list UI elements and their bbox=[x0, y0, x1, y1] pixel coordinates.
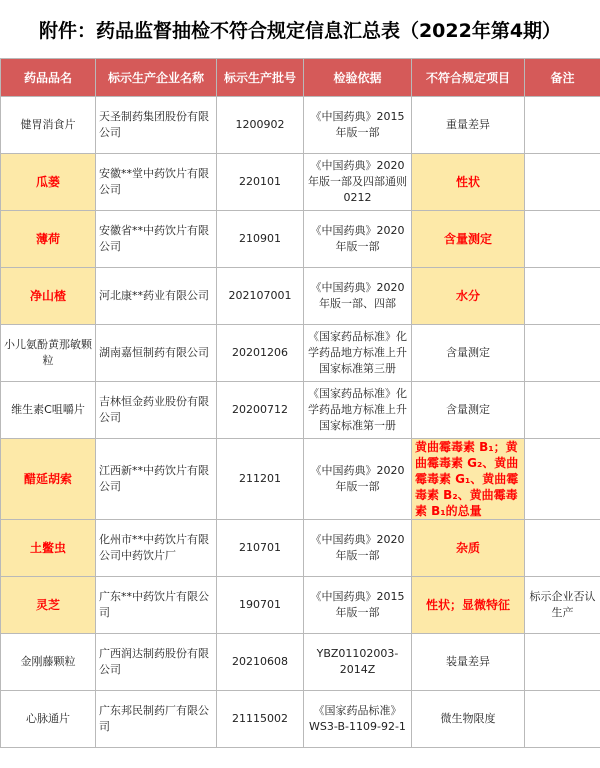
cell-company: 广东邦民制药厂有限公司 bbox=[96, 691, 217, 748]
cell-note bbox=[525, 634, 600, 691]
cell-drug-name: 心脉通片 bbox=[1, 691, 96, 748]
cell-company: 安徽省**中药饮片有限公司 bbox=[96, 211, 217, 268]
cell-company: 河北康**药业有限公司 bbox=[96, 268, 217, 325]
cell-batch: 21115002 bbox=[217, 691, 304, 748]
cell-company: 天圣制药集团股份有限公司 bbox=[96, 97, 217, 154]
cell-item: 黄曲霉毒素 B₁；黄曲霉毒素 G₂、黄曲霉毒素 G₁、黄曲霉毒素 B₂、黄曲霉毒素 B₁的总量 bbox=[412, 439, 525, 520]
cell-company: 湖南嘉恒制药有限公司 bbox=[96, 325, 217, 382]
cell-item: 微生物限度 bbox=[412, 691, 525, 748]
cell-item: 含量测定 bbox=[412, 382, 525, 439]
cell-basis: 《中国药典》2020年版一部 bbox=[304, 520, 412, 577]
cell-basis: 《中国药典》2015年版一部 bbox=[304, 97, 412, 154]
cell-drug-name: 瓜蒌 bbox=[1, 154, 96, 211]
cell-drug-name: 小儿氨酚黄那敏颗粒 bbox=[1, 325, 96, 382]
table-row bbox=[1, 691, 600, 748]
cell-note bbox=[525, 520, 600, 577]
table-row bbox=[1, 634, 600, 691]
cell-company: 安徽**堂中药饮片有限公司 bbox=[96, 154, 217, 211]
cell-company: 广东**中药饮片有限公司 bbox=[96, 577, 217, 634]
cell-note bbox=[525, 211, 600, 268]
cell-item: 水分 bbox=[412, 268, 525, 325]
noncompliance-table bbox=[0, 58, 600, 748]
cell-company: 江西新**中药饮片有限公司 bbox=[96, 439, 217, 520]
header-company: 标示生产企业名称 bbox=[96, 59, 217, 97]
header-batch: 标示生产批号 bbox=[217, 59, 304, 97]
cell-item: 重量差异 bbox=[412, 97, 525, 154]
table-row bbox=[1, 577, 600, 634]
table-header-row bbox=[1, 59, 600, 97]
cell-company: 吉林恒金药业股份有限公司 bbox=[96, 382, 217, 439]
header-note: 备注 bbox=[525, 59, 600, 97]
cell-basis: 《中国药典》2020年版一部、四部 bbox=[304, 268, 412, 325]
cell-note bbox=[525, 382, 600, 439]
cell-drug-name: 净山楂 bbox=[1, 268, 96, 325]
cell-drug-name: 土鳖虫 bbox=[1, 520, 96, 577]
cell-note bbox=[525, 439, 600, 520]
cell-note bbox=[525, 154, 600, 211]
cell-batch: 190701 bbox=[217, 577, 304, 634]
cell-note: 标示企业否认生产 bbox=[525, 577, 600, 634]
cell-batch: 20200712 bbox=[217, 382, 304, 439]
cell-basis: 《中国药典》2015年版一部 bbox=[304, 577, 412, 634]
cell-drug-name: 健胃消食片 bbox=[1, 97, 96, 154]
cell-batch: 20201206 bbox=[217, 325, 304, 382]
cell-note bbox=[525, 97, 600, 154]
table-row bbox=[1, 520, 600, 577]
cell-company: 化州市**中药饮片有限公司中药饮片厂 bbox=[96, 520, 217, 577]
cell-drug-name: 薄荷 bbox=[1, 211, 96, 268]
cell-item: 装量差异 bbox=[412, 634, 525, 691]
table-row bbox=[1, 211, 600, 268]
cell-drug-name: 醋延胡索 bbox=[1, 439, 96, 520]
header-item: 不符合规定项目 bbox=[412, 59, 525, 97]
cell-batch: 210901 bbox=[217, 211, 304, 268]
cell-basis: 《中国药典》2020年版一部及四部通则0212 bbox=[304, 154, 412, 211]
table-row bbox=[1, 439, 600, 520]
table-row bbox=[1, 97, 600, 154]
cell-item: 含量测定 bbox=[412, 325, 525, 382]
cell-item: 含量测定 bbox=[412, 211, 525, 268]
cell-item: 杂质 bbox=[412, 520, 525, 577]
cell-item: 性状 bbox=[412, 154, 525, 211]
cell-batch: 20210608 bbox=[217, 634, 304, 691]
cell-batch: 1200902 bbox=[217, 97, 304, 154]
cell-drug-name: 金刚藤颗粒 bbox=[1, 634, 96, 691]
header-drug-name: 药品品名 bbox=[1, 59, 96, 97]
cell-drug-name: 维生素C咀嚼片 bbox=[1, 382, 96, 439]
cell-batch: 211201 bbox=[217, 439, 304, 520]
table-row bbox=[1, 382, 600, 439]
cell-basis: 《国家药品标准》WS3-B-1109-92-1 bbox=[304, 691, 412, 748]
page-title: 附件：药品监督抽检不符合规定信息汇总表（2022年第4期） bbox=[38, 19, 562, 42]
cell-batch: 202107001 bbox=[217, 268, 304, 325]
cell-basis: 《国家药品标准》化学药品地方标准上升国家标准第一册 bbox=[304, 382, 412, 439]
cell-note bbox=[525, 325, 600, 382]
header-basis: 检验依据 bbox=[304, 59, 412, 97]
cell-batch: 210701 bbox=[217, 520, 304, 577]
table-row bbox=[1, 268, 600, 325]
cell-basis: 《中国药典》2020年版一部 bbox=[304, 439, 412, 520]
cell-note bbox=[525, 691, 600, 748]
cell-note bbox=[525, 268, 600, 325]
cell-drug-name: 灵芝 bbox=[1, 577, 96, 634]
table-row bbox=[1, 154, 600, 211]
cell-batch: 220101 bbox=[217, 154, 304, 211]
cell-basis: 《中国药典》2020年版一部 bbox=[304, 211, 412, 268]
table-row bbox=[1, 325, 600, 382]
cell-basis: 《国家药品标准》化学药品地方标准上升国家标准第三册 bbox=[304, 325, 412, 382]
cell-item: 性状；显微特征 bbox=[412, 577, 525, 634]
cell-company: 广西润达制药股份有限公司 bbox=[96, 634, 217, 691]
cell-basis: YBZ01102003-2014Z bbox=[304, 634, 412, 691]
